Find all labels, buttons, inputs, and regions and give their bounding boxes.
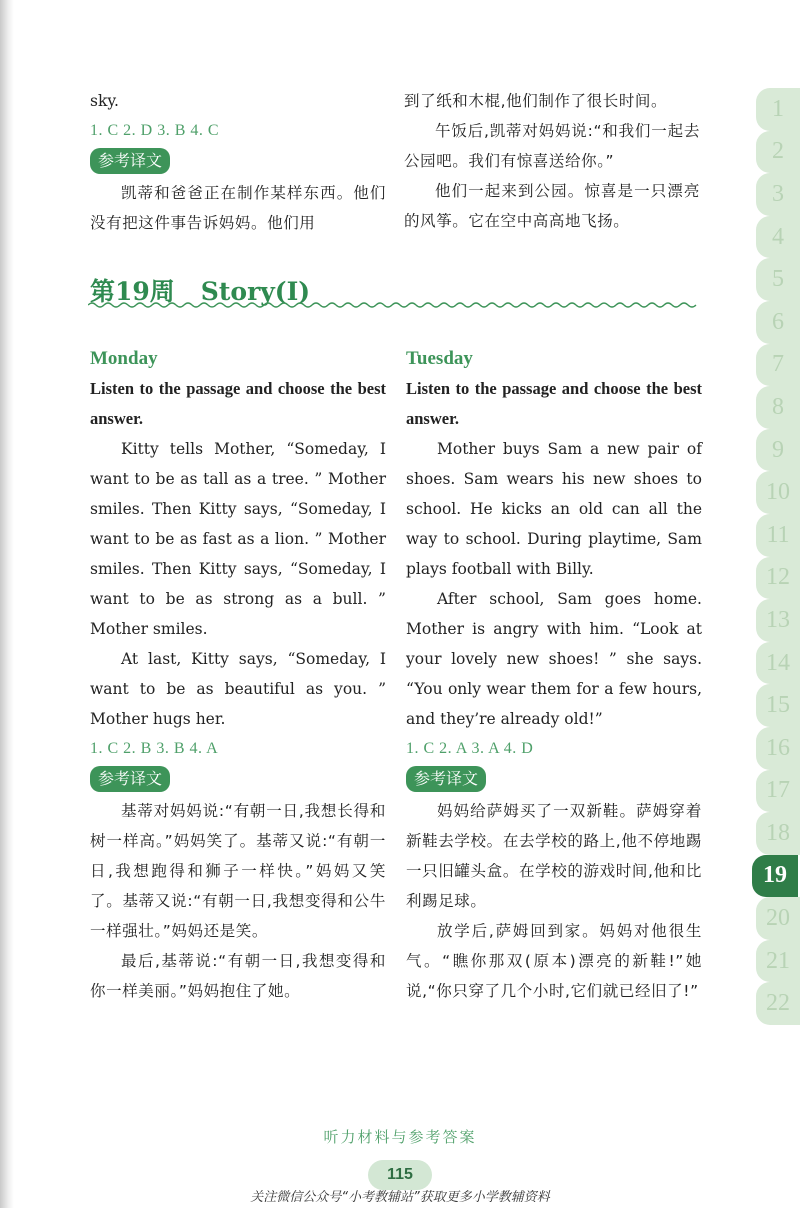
footer-title: 听力材料与参考答案 (323, 1128, 477, 1146)
week-tab-15[interactable]: 15 (756, 684, 800, 727)
week-number: 第19周 (90, 277, 175, 306)
day-heading-monday: Monday (90, 348, 158, 369)
footer-note: 关注微信公众号“小考教辅站”获取更多小学教辅资料 (250, 1190, 550, 1205)
translation-text: 凯蒂和爸爸正在制作某样东西。他们没有把这件事告诉妈妈。他们用 (90, 184, 386, 232)
day-heading-tuesday: Tuesday (406, 348, 473, 369)
week-tab-13[interactable]: 13 (756, 599, 800, 642)
week-tab-19[interactable]: 19 (752, 855, 798, 898)
top-right-column (404, 86, 700, 236)
passage-paragraph: At last, Kitty says, “Someday, I want to be as beautiful as you. ” Mother hugs her. (90, 650, 386, 728)
translation-paragraph: 到了纸和木棍,他们制作了很长时间。 (404, 92, 668, 110)
book-spine-shadow (0, 0, 14, 1208)
week-tab-7[interactable]: 7 (756, 344, 800, 387)
page-number: 115 (368, 1160, 432, 1190)
instruction: Listen to the passage and choose the best answer. (90, 379, 386, 428)
week-tab-20[interactable]: 20 (756, 897, 800, 940)
instruction: Listen to the passage and choose the best answer. (406, 379, 702, 428)
week-tab-16[interactable]: 16 (756, 727, 800, 770)
week-tab-2[interactable]: 2 (756, 131, 800, 174)
answer-key: 1. C 2. D 3. B 4. C (90, 122, 220, 139)
week-tab-1[interactable]: 1 (756, 88, 800, 131)
monday-column (90, 344, 386, 1006)
translation-paragraph: 放学后,萨姆回到家。妈妈对他很生气。“瞧你那双(原本)漂亮的新鞋!”她说,“你只穿了几个小时,它们就已经旧了!” (406, 922, 702, 1000)
week-tab-14[interactable]: 14 (756, 642, 800, 685)
continuation-text: sky. (90, 92, 119, 110)
translation-paragraph: 最后,基蒂说:“有朝一日,我想变得和你一样美丽。”妈妈抱住了她。 (90, 952, 386, 1000)
translation-paragraph: 他们一起来到公园。惊喜是一只漂亮的风筝。它在空中高高地飞扬。 (404, 182, 700, 230)
week-tab-12[interactable]: 12 (756, 557, 800, 600)
week-tab-10[interactable]: 10 (756, 471, 800, 514)
week-tab-21[interactable]: 21 (756, 940, 800, 983)
translation-badge: 参考译文 (406, 766, 486, 792)
translation-badge: 参考译文 (90, 148, 170, 174)
top-left-column (90, 86, 386, 238)
passage-paragraph: Kitty tells Mother, “Someday, I want to be as tall as a tree. ” Mother smiles. Then Kitty says, “Someday, I want to be as fast as a lion. ” Mother smiles. Then Kitty says, “Someday, I want to be as strong as a bull. ” Mother smiles. (90, 440, 386, 638)
wavy-divider (88, 300, 700, 310)
translation-paragraph: 基蒂对妈妈说:“有朝一日,我想长得和树一样高。”妈妈笑了。基蒂又说:“有朝一日,我想跑得和狮子一样快。”妈妈又笑了。基蒂又说:“有朝一日,我想变得和公牛一样强壮。”妈妈还是笑。 (90, 802, 386, 940)
passage-paragraph: After school, Sam goes home. Mother is angry with him. “Look at your lovely new shoes! ” she says. “You only wear them for a few hours, and they’re already old!” (406, 590, 702, 728)
week-tab-18[interactable]: 18 (756, 812, 800, 855)
translation-paragraph: 午饭后,凯蒂对妈妈说:“和我们一起去公园吧。我们有惊喜送给你。” (404, 122, 700, 170)
week-tab-3[interactable]: 3 (756, 173, 800, 216)
translation-badge: 参考译文 (90, 766, 170, 792)
week-tab-22[interactable]: 22 (756, 982, 800, 1025)
answer-key: 1. C 2. B 3. B 4. A (90, 740, 219, 757)
week-topic: Story(Ⅰ) (200, 277, 311, 306)
week-tab-4[interactable]: 4 (756, 216, 800, 259)
passage-paragraph: Mother buys Sam a new pair of shoes. Sam wears his new shoes to school. He kicks an old can all the way to school. During playtime, Sam plays football with Billy. (406, 440, 702, 578)
tuesday-column (406, 344, 702, 1006)
week-tab-11[interactable]: 11 (756, 514, 800, 557)
translation-paragraph: 妈妈给萨姆买了一双新鞋。萨姆穿着新鞋去学校。在去学校的路上,他不停地踢一只旧罐头盒。在学校的游戏时间,他和比利踢足球。 (406, 802, 702, 910)
week-tab-9[interactable]: 9 (756, 429, 800, 472)
answer-key: 1. C 2. A 3. A 4. D (406, 740, 534, 757)
week-tab-5[interactable]: 5 (756, 258, 800, 301)
week-tab-6[interactable]: 6 (756, 301, 800, 344)
week-tab-8[interactable]: 8 (756, 386, 800, 429)
week-tab-strip (756, 88, 800, 1025)
week-tab-17[interactable]: 17 (756, 770, 800, 813)
